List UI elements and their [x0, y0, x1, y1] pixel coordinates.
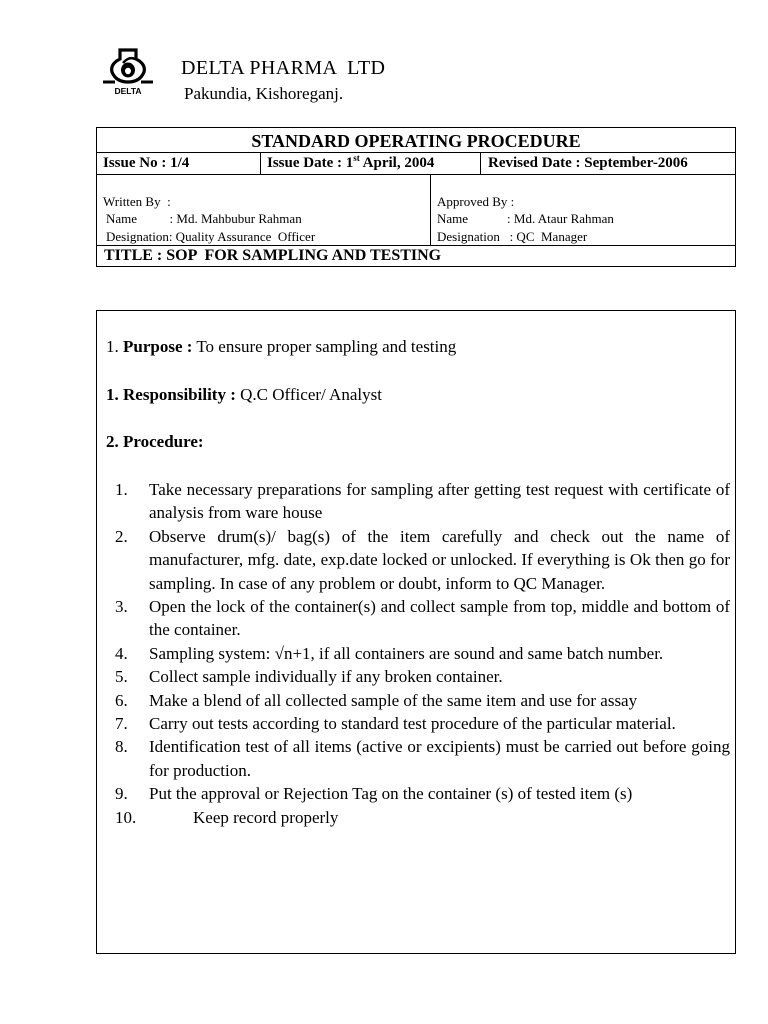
procedure-list: [115, 478, 730, 829]
delta-logo-icon: [100, 42, 156, 98]
issue-date: Issue Date : 1st April, 2004: [267, 153, 435, 171]
purpose-line: 1. Purpose : To ensure proper sampling and testing: [106, 337, 457, 356]
sop-title: TITLE : SOP FOR SAMPLING AND TESTING: [104, 247, 442, 264]
list-item: 8. Identification test of all items (active or excipients) must be carried out before going for production.: [115, 737, 730, 780]
list-item: 3. Open the lock of the container(s) and collect sample from top, middle and bottom of the container.: [115, 597, 730, 640]
list-item: 1. Take necessary preparations for sampling after getting test request with certificate of analysis from ware house: [115, 480, 730, 523]
procedure-heading: 2. Procedure:: [106, 432, 204, 451]
issue-no: Issue No : 1/4: [103, 155, 190, 171]
written-by-name: Name : Md. Mahbubur Rahman: [106, 211, 302, 226]
approved-by-name: Name : Md. Ataur Rahman: [437, 211, 614, 226]
sop-heading: STANDARD OPERATING PROCEDURE: [251, 131, 581, 151]
written-by-designation: Designation: Quality Assurance Officer: [106, 229, 316, 244]
approved-by-designation: Designation : QC Manager: [437, 229, 588, 244]
list-item: 9. Put the approval or Rejection Tag on the container (s) of tested item (s): [115, 784, 633, 804]
sop-body: [96, 310, 736, 954]
written-by-label: Written By :: [103, 194, 171, 209]
revised-date: Revised Date : September-2006: [488, 155, 688, 171]
sop-header-table: [96, 127, 736, 267]
list-item: 7. Carry out tests according to standard test procedure of the particular material.: [115, 714, 676, 734]
list-item: 4. Sampling system: √n+1, if all containers are sound and same batch number.: [115, 643, 664, 663]
approved-by-label: Approved By :: [437, 194, 515, 209]
list-item: 5. Collect sample individually if any broken container.: [115, 667, 503, 687]
company-name: DELTA PHARMA LTD: [181, 57, 386, 79]
list-item: 2. Observe drum(s)/ bag(s) of the item carefully and check out the name of manufacturer, mfg. date, exp.date locked or unlocked. If everything is Ok then go for sampling. In case of any problem or doubt, inform to QC Manager.: [115, 526, 730, 593]
list-item: 10. Keep record properly: [115, 807, 339, 827]
company-address: Pakundia, Kishoreganj.: [184, 84, 344, 103]
logo-text: DELTA: [114, 86, 142, 96]
list-item: 6. Make a blend of all collected sample of the same item and use for assay: [115, 690, 638, 710]
responsibility-line: 1. Responsibility : Q.C Officer/ Analyst: [106, 385, 382, 404]
